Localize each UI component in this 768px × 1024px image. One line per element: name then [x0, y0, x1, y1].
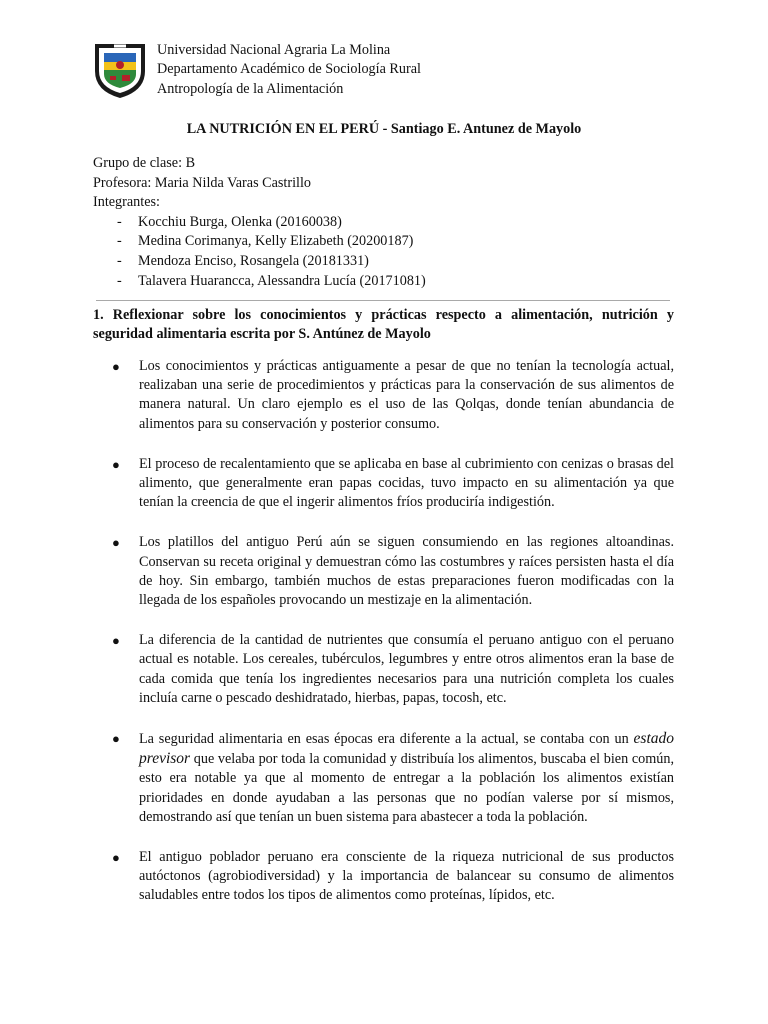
list-item: ● La diferencia de la cantidad de nutrientes que consumía el peruano antiguo con el peruano actual es notable. Los cereales, tubérculos, legumbres y entre otros alimentos eran la base de cada comida que tenía los ingredientes necesarios para una nutrición completa los cuales incluía carne o pescado deshidratado, hierbas, papas, tocosh, etc. [112, 632, 674, 706]
list-item: - Mendoza Enciso, Rosangela (20181331) [93, 252, 693, 272]
dash-marker: - [117, 272, 122, 289]
university-seal-icon [92, 41, 148, 99]
institution-block [157, 41, 577, 99]
list-item: - Talavera Huarancca, Alessandra Lucía (20171081) [93, 272, 693, 292]
list-item: ● Los platillos del antiguo Perú aún se siguen consumiendo en las regiones altoandinas. Conservan su receta original y demuestran cómo las costumbres y raíces persisten hasta el día de hoy. Sin embargo, también muchos de estas preparaciones fueron modificadas con la llegada de los españoles provocando un mestizaje en la alimentación. [112, 534, 674, 609]
teacher: Profesora: Maria Nilda Varas Castrillo [93, 174, 312, 191]
dash-marker: - [117, 213, 122, 230]
bullet-icon: ● [112, 456, 120, 472]
bullet-icon: ● [112, 731, 120, 747]
italic-phrase: estado previsor [139, 730, 674, 768]
meta-block [93, 154, 693, 291]
members-label: Integrantes: [93, 194, 160, 211]
members-list [93, 213, 693, 291]
course-name: Antropología de la Alimentación [157, 80, 344, 97]
answer-bullets [93, 357, 674, 906]
list-item: - Kocchiu Burga, Olenka (20160038) [93, 213, 693, 233]
class-group: Grupo de clase: B [93, 155, 196, 171]
bullet-icon: ● [112, 850, 120, 866]
bullet-icon: ● [112, 535, 120, 551]
question-heading: 1. Reflexionar sobre los conocimientos y prácticas respecto a alimentación, nutrición y seguridad alimentaria escrita por S. Antúnez de Mayolo [93, 307, 674, 343]
bullet-icon: ● [112, 359, 120, 374]
list-item: - Medina Corimanya, Kelly Elizabeth (20200187) [93, 232, 693, 252]
list-item: ● La seguridad alimentaria en esas épocas era diferente a la actual, se contaba con un estado previsor que velaba por toda la comunidad y distribuía los alimentos, buscaba el bien común, esto era notable ya que al momento de entregar a la población los alimentos existían prioridades en donde ayudaban a las personas que no podían valerse por sí mismos, demostrando así que tenían un buen sistema para abastecer a toda la población. [112, 730, 674, 825]
document-title: LA NUTRICIÓN EN EL PERÚ - Santiago E. Antunez de Mayolo [186, 121, 582, 137]
department-name: Departamento Académico de Sociología Rural [157, 61, 421, 78]
list-item: ● El proceso de recalentamiento que se aplicaba en base al cubrimiento con cenizas o brasas del alimento, que generalmente eran papas cocidas, tuvo impacto en su alimentación ya que tenían la creencia de que el ingerir alimentos fríos produciría indigestión. [112, 455, 674, 511]
bullet-icon: ● [112, 633, 120, 649]
horizontal-divider [96, 300, 670, 301]
university-name: Universidad Nacional Agraria La Molina [157, 42, 391, 58]
dash-marker: - [117, 233, 122, 250]
list-item: ● El antiguo poblador peruano era consciente de la riqueza nutricional de sus productos autóctonos (agrobiodiversidad) y la importancia de balancear su consumo de alimentos saludables entre todos los tipos de alimentos como proteínas, lípidos, etc. [112, 849, 674, 904]
dash-marker: - [117, 252, 122, 269]
list-item: ● Los conocimientos y prácticas antiguamente a pesar de que no tenían la tecnología actual, realizaban una serie de procedimientos y prácticas para la conservación de sus alimentos de manera natural. Un claro ejemplo es el uso de las Qolqas, donde tenían abundancia de alimentos para su conservación y posterior consumo. [112, 358, 674, 432]
